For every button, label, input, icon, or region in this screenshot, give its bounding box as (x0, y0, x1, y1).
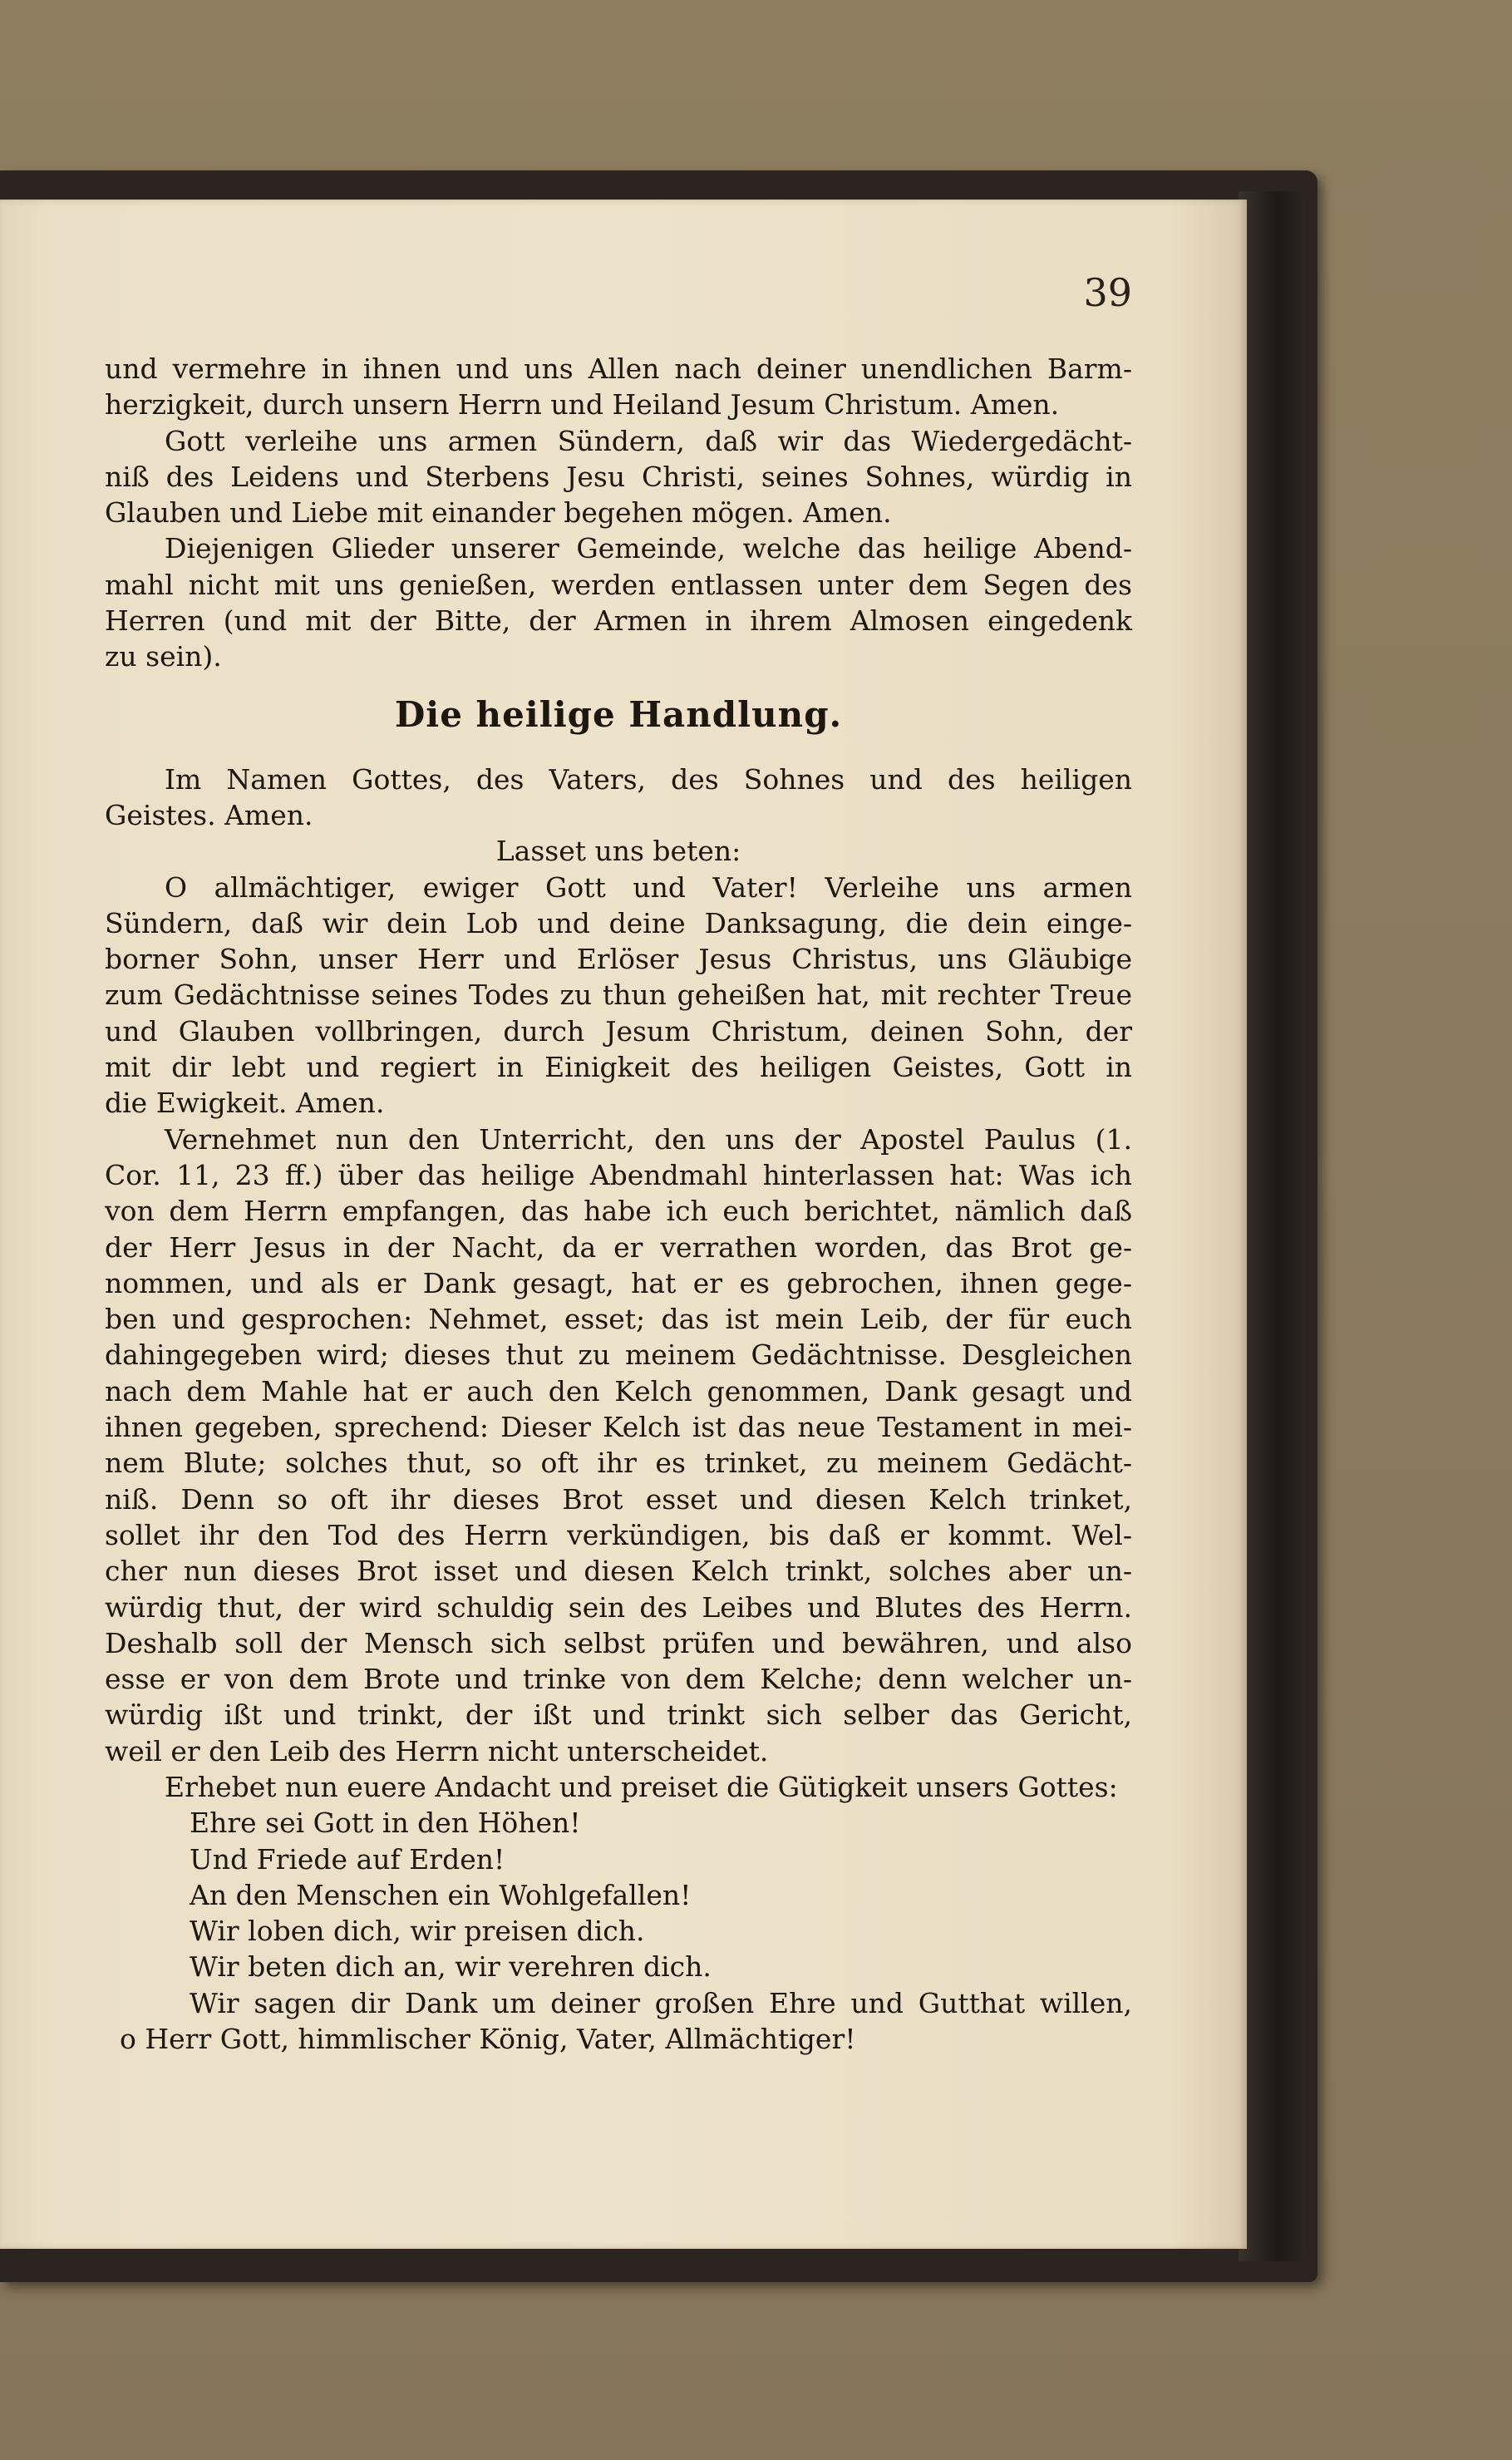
text-line: Sündern, daß wir dein Lob und deine Danksagung, die dein einge- (105, 906, 1132, 939)
litany-line: Wir beten dich an, wir verehren dich. (190, 1950, 712, 1984)
litany-line: Und Friede auf Erden! (190, 1842, 505, 1876)
paragraph-thanks (105, 1985, 1132, 2058)
praise-intro: Erhebet nun euere Andacht und preiset die Gütigkeit unsers Gottes: (165, 1770, 1118, 1803)
text-line: nem Blute; solches thut, so oft ihr es trinket, zu meinem Gedächt- (105, 1447, 1132, 1480)
text-line: zum Gedächtnisse seines Todes zu thun geheißen hat, mit rechter Treue (105, 979, 1132, 1012)
text-line: Gott verleihe uns armen Sündern, daß wir das Wiedergedächt- (165, 424, 1132, 457)
litany (105, 1805, 1132, 1984)
text-line: und Glauben vollbringen, durch Jesum Christum, deinen Sohn, der (105, 1014, 1132, 1048)
text-line: Herren (und mit der Bitte, der Armen in ihrem Almosen eingedenk (105, 604, 1132, 638)
text-line: weil er den Leib des Herrn nicht unterscheidet. (105, 1734, 769, 1767)
paragraph-words-of-institution (105, 1122, 1132, 1769)
text-line: Cor. 11, 23 ff.) über das heilige Abendmahl hinterlassen hat: Was ich (105, 1158, 1132, 1191)
text-line: nommen, und als er Dank gesagt, hat er es gebrochen, ihnen gege- (105, 1266, 1132, 1299)
litany-line: Ehre sei Gott in den Höhen! (190, 1807, 581, 1840)
text-line: Geistes. Amen. (105, 798, 313, 831)
section-heading: Die heilige Handlung. (394, 693, 843, 735)
text-line: nach dem Mahle hat er auch den Kelch genommen, Dank gesagt und (105, 1374, 1132, 1407)
text-line: O allmächtiger, ewiger Gott und Vater! Verleihe uns armen (165, 870, 1132, 904)
text-line: ben und gesprochen: Nehmet, esset; das ist mein Leib, der für euch (105, 1303, 1132, 1336)
text-line: cher nun dieses Brot isset und diesen Kelch trinkt, solches aber un- (105, 1555, 1132, 1588)
text-line: von dem Herrn empfangen, das habe ich euch berichtet, nämlich daß (105, 1195, 1132, 1228)
text-line: mit dir lebt und regiert in Einigkeit des heiligen Geistes, Gott in (105, 1051, 1132, 1084)
text-line: Diejenigen Glieder unserer Gemeinde, welche das heilige Abend- (165, 532, 1132, 565)
text-line: sollet ihr den Tod des Herrn verkündigen, bis daß er kommt. Wel- (105, 1518, 1132, 1551)
page-text (105, 351, 1132, 2057)
text-line: Im Namen Gottes, des Vaters, des Sohnes und des heiligen (165, 762, 1132, 796)
litany-line: Wir loben dich, wir preisen dich. (190, 1915, 645, 1948)
paragraph-worthy-prayer (105, 423, 1132, 531)
paragraph-dismissal (105, 530, 1132, 674)
text-line: niß. Denn so oft ihr dieses Brot esset und diesen Kelch trinket, (105, 1482, 1132, 1516)
text-line: niß des Leidens und Sterbens Jesu Christi, seines Sohnes, würdig in (105, 460, 1132, 493)
text-line: mahl nicht mit uns genießen, werden entlassen unter dem Segen des (105, 568, 1132, 601)
text-line: Wir sagen dir Dank um deiner großen Ehre und Gutthat willen, (190, 1986, 1132, 2019)
prayer-intro: Lasset uns beten: (495, 835, 741, 868)
litany-line: An den Menschen ein Wohlgefallen! (190, 1878, 692, 1911)
text-line: o Herr Gott, himmlischer König, Vater, Allmächtiger! (120, 2023, 856, 2056)
text-line: ihnen gegeben, sprechend: Dieser Kelch ist das neue Testament in mei- (105, 1411, 1132, 1444)
paragraph-invocation (105, 762, 1132, 834)
text-line: die Ewigkeit. Amen. (105, 1087, 385, 1120)
text-line: zu sein). (105, 640, 222, 673)
text-line: der Herr Jesus in der Nacht, da er verrathen worden, das Brot ge- (105, 1230, 1132, 1264)
paragraph-closing-prayer (105, 351, 1132, 423)
book-spine-edge (1239, 191, 1305, 2261)
text-line: Deshalb soll der Mensch sich selbst prüfen und bewähren, und also (105, 1626, 1132, 1659)
text-line: Glauben und Liebe mit einander begehen mögen. Amen. (105, 496, 892, 530)
text-line: würdig thut, der wird schuldig sein des Leibes und Blutes des Herrn. (105, 1590, 1132, 1624)
text-line: würdig ißt und trinkt, der ißt und trinkt sich selber das Gericht, (105, 1698, 1132, 1732)
text-line: und vermehre in ihnen und uns Allen nach deiner unendlichen Barm- (105, 352, 1132, 385)
paragraph-main-prayer (105, 870, 1132, 1122)
text-line: borner Sohn, unser Herr und Erlöser Jesus Christus, uns Gläubige (105, 943, 1132, 976)
text-line: esse er von dem Brote und trinke von dem Kelche; denn welcher un- (105, 1663, 1132, 1696)
text-line: dahingegeben wird; dieses thut zu meinem Gedächtnisse. Desgleichen (105, 1338, 1132, 1372)
text-line: herzigkeit, durch unsern Herrn und Heiland Jesum Christum. Amen. (105, 388, 1060, 422)
page-number: 39 (1083, 270, 1132, 315)
text-line: Vernehmet nun den Unterricht, den uns der Apostel Paulus (1. (165, 1122, 1132, 1156)
